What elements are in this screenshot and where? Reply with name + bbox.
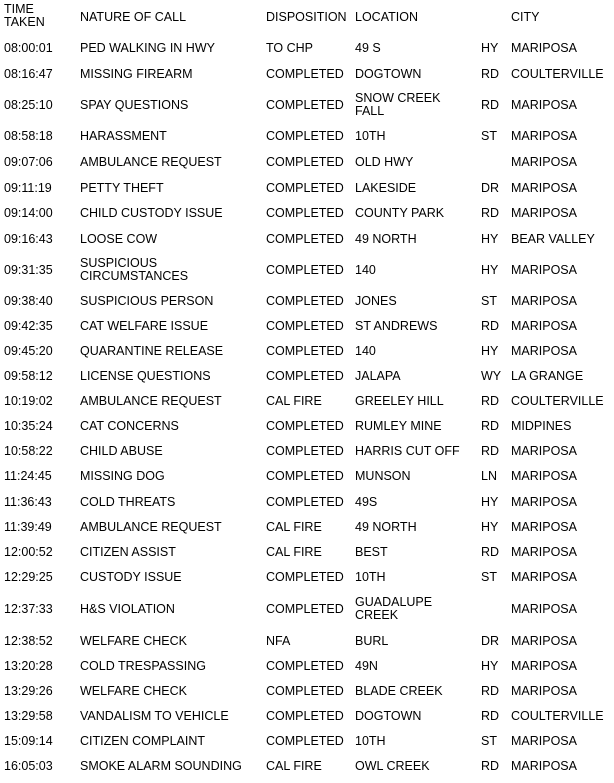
time-taken-cell: 10:58:22 bbox=[4, 443, 53, 458]
nature-of-call-cell-line: PED WALKING IN HWY bbox=[80, 40, 215, 55]
location-cell bbox=[355, 207, 475, 220]
time-taken-cell: 13:20:28 bbox=[4, 658, 53, 673]
disposition-cell: COMPLETED bbox=[266, 231, 344, 246]
time-taken-cell: 12:38:52 bbox=[4, 633, 53, 648]
location-cell-line: 140 bbox=[355, 262, 376, 277]
nature-of-call-cell-line: SPAY QUESTIONS bbox=[80, 97, 189, 112]
location-cell bbox=[355, 710, 475, 723]
nature-of-call-cell bbox=[80, 395, 262, 408]
street-suffix-cell: ST bbox=[481, 733, 497, 748]
city-cell: MARIPOSA bbox=[511, 205, 577, 220]
location-cell-line: HARRIS CUT OFF bbox=[355, 443, 460, 458]
street-suffix-cell: RD bbox=[481, 393, 500, 408]
nature-of-call-cell-line: SUSPICIOUS PERSON bbox=[80, 293, 214, 308]
location-cell-line: 10TH bbox=[355, 733, 386, 748]
location-cell-line: GREELEY HILL bbox=[355, 393, 444, 408]
city-cell: BEAR VALLEY bbox=[511, 231, 595, 246]
city-cell: MARIPOSA bbox=[511, 683, 577, 698]
disposition-cell: CAL FIRE bbox=[266, 758, 322, 773]
time-taken-cell: 12:00:52 bbox=[4, 544, 53, 559]
street-suffix-cell: HY bbox=[481, 494, 499, 509]
nature-of-call-cell-line: QUARANTINE RELEASE bbox=[80, 343, 224, 358]
time-taken-cell: 09:38:40 bbox=[4, 293, 53, 308]
location-cell-line: CREEK bbox=[355, 608, 399, 622]
location-cell-line: BEST bbox=[355, 544, 388, 559]
location-cell bbox=[355, 320, 475, 333]
location-cell bbox=[355, 68, 475, 81]
location-cell bbox=[355, 635, 475, 648]
nature-of-call-cell bbox=[80, 760, 262, 773]
nature-of-call-cell-line: LOOSE COW bbox=[80, 231, 158, 246]
nature-of-call-cell bbox=[80, 735, 262, 748]
disposition-cell: COMPLETED bbox=[266, 683, 344, 698]
nature-of-call-cell bbox=[80, 521, 262, 534]
city-cell: MARIPOSA bbox=[511, 658, 577, 673]
city-cell: MARIPOSA bbox=[511, 569, 577, 584]
street-suffix-cell: LN bbox=[481, 468, 497, 483]
time-taken-cell: 08:16:47 bbox=[4, 66, 53, 81]
location-cell-line: RUMLEY MINE bbox=[355, 418, 442, 433]
nature-of-call-cell bbox=[80, 42, 262, 55]
street-suffix-cell: ST bbox=[481, 569, 497, 584]
disposition-cell: COMPLETED bbox=[266, 343, 344, 358]
time-taken-cell: 09:11:19 bbox=[4, 180, 52, 195]
city-cell: COULTERVILLE bbox=[511, 708, 604, 723]
time-taken-cell: 11:24:45 bbox=[4, 468, 52, 483]
city-cell: MARIPOSA bbox=[511, 494, 577, 509]
street-suffix-cell: DR bbox=[481, 633, 500, 648]
nature-of-call-cell-line: CHILD CUSTODY ISSUE bbox=[80, 205, 223, 220]
street-suffix-cell: RD bbox=[481, 205, 500, 220]
disposition-cell: COMPLETED bbox=[266, 262, 344, 277]
city-cell: COULTERVILLE bbox=[511, 66, 604, 81]
nature-of-call-cell-line: CAT CONCERNS bbox=[80, 418, 179, 433]
disposition-cell: COMPLETED bbox=[266, 601, 344, 616]
nature-of-call-cell-line: MISSING DOG bbox=[80, 468, 165, 483]
time-taken-cell: 13:29:58 bbox=[4, 708, 53, 723]
street-suffix-cell: HY bbox=[481, 343, 499, 358]
city-cell: MARIPOSA bbox=[511, 293, 577, 308]
nature-of-call-cell-line: WELFARE CHECK bbox=[80, 633, 187, 648]
header-disposition: DISPOSITION bbox=[266, 10, 347, 24]
header-row bbox=[0, 3, 614, 33]
location-cell-line: LAKESIDE bbox=[355, 180, 417, 195]
street-suffix-cell: RD bbox=[481, 708, 500, 723]
location-cell bbox=[355, 233, 475, 246]
header-location: LOCATION bbox=[355, 10, 418, 24]
nature-of-call-cell-line: COLD THREATS bbox=[80, 494, 176, 509]
street-suffix-cell: HY bbox=[481, 519, 499, 534]
nature-of-call-cell-line: H&S VIOLATION bbox=[80, 601, 175, 616]
nature-of-call-cell bbox=[80, 207, 262, 220]
disposition-cell: COMPLETED bbox=[266, 733, 344, 748]
time-taken-cell: 11:39:49 bbox=[4, 519, 52, 534]
location-cell-line: GUADALUPE bbox=[355, 595, 433, 609]
nature-of-call-cell bbox=[80, 635, 262, 648]
street-suffix-cell: DR bbox=[481, 180, 500, 195]
disposition-cell: CAL FIRE bbox=[266, 393, 322, 408]
location-cell-line: 140 bbox=[355, 343, 376, 358]
time-taken-cell: 09:16:43 bbox=[4, 231, 53, 246]
disposition-cell: COMPLETED bbox=[266, 66, 344, 81]
nature-of-call-cell-line: SUSPICIOUS bbox=[80, 256, 158, 270]
street-suffix-cell: ST bbox=[481, 128, 497, 143]
nature-of-call-cell bbox=[80, 470, 262, 483]
location-cell bbox=[355, 420, 475, 433]
header-time-taken bbox=[4, 3, 74, 29]
disposition-cell: CAL FIRE bbox=[266, 519, 322, 534]
nature-of-call-cell bbox=[80, 182, 262, 195]
location-cell bbox=[355, 130, 475, 143]
nature-of-call-cell bbox=[80, 571, 262, 584]
location-cell bbox=[355, 395, 475, 408]
nature-of-call-cell-line: COLD TRESPASSING bbox=[80, 658, 206, 673]
location-cell-line: OLD HWY bbox=[355, 154, 414, 169]
location-cell-line: JALAPA bbox=[355, 368, 401, 383]
location-cell-line: ST ANDREWS bbox=[355, 318, 438, 333]
city-cell: COULTERVILLE bbox=[511, 393, 604, 408]
nature-of-call-cell-line: MISSING FIREARM bbox=[80, 66, 193, 81]
street-suffix-cell: ST bbox=[481, 293, 497, 308]
city-cell: MARIPOSA bbox=[511, 519, 577, 534]
street-suffix-cell: HY bbox=[481, 231, 499, 246]
location-cell-line: MUNSON bbox=[355, 468, 411, 483]
nature-of-call-cell-line: CUSTODY ISSUE bbox=[80, 569, 182, 584]
time-taken-cell: 13:29:26 bbox=[4, 683, 53, 698]
disposition-cell: COMPLETED bbox=[266, 318, 344, 333]
location-cell-line: COUNTY PARK bbox=[355, 205, 445, 220]
street-suffix-cell: RD bbox=[481, 66, 500, 81]
location-cell bbox=[355, 92, 475, 118]
nature-of-call-cell-line: CAT WELFARE ISSUE bbox=[80, 318, 209, 333]
location-cell bbox=[355, 760, 475, 773]
disposition-cell: COMPLETED bbox=[266, 97, 344, 112]
location-cell-line: BLADE CREEK bbox=[355, 683, 443, 698]
nature-of-call-cell bbox=[80, 257, 262, 283]
header-city: CITY bbox=[511, 10, 540, 24]
header-nature-of-call: NATURE OF CALL bbox=[80, 10, 187, 24]
location-cell bbox=[355, 445, 475, 458]
location-cell bbox=[355, 735, 475, 748]
location-cell-line: 49 NORTH bbox=[355, 231, 417, 246]
nature-of-call-cell-line: CITIZEN ASSIST bbox=[80, 544, 176, 559]
time-taken-cell: 12:37:33 bbox=[4, 601, 53, 616]
nature-of-call-cell bbox=[80, 603, 262, 616]
nature-of-call-cell bbox=[80, 345, 262, 358]
nature-of-call-cell bbox=[80, 99, 262, 112]
disposition-cell: COMPLETED bbox=[266, 418, 344, 433]
location-cell-line: DOGTOWN bbox=[355, 66, 422, 81]
time-taken-cell: 08:58:18 bbox=[4, 128, 53, 143]
nature-of-call-cell bbox=[80, 130, 262, 143]
nature-of-call-cell-line: LICENSE QUESTIONS bbox=[80, 368, 211, 383]
city-cell: MARIPOSA bbox=[511, 97, 577, 112]
time-taken-cell: 12:29:25 bbox=[4, 569, 53, 584]
nature-of-call-cell-line: HARASSMENT bbox=[80, 128, 167, 143]
disposition-cell: COMPLETED bbox=[266, 494, 344, 509]
time-taken-cell: 09:42:35 bbox=[4, 318, 53, 333]
city-cell: MARIPOSA bbox=[511, 154, 577, 169]
location-cell bbox=[355, 264, 475, 277]
time-taken-cell: 09:31:35 bbox=[4, 262, 53, 277]
time-taken-cell: 10:35:24 bbox=[4, 418, 53, 433]
nature-of-call-cell bbox=[80, 156, 262, 169]
location-cell-line: 49N bbox=[355, 658, 378, 673]
nature-of-call-cell-line: AMBULANCE REQUEST bbox=[80, 393, 222, 408]
time-taken-cell: 15:09:14 bbox=[4, 733, 53, 748]
location-cell-line: BURL bbox=[355, 633, 389, 648]
nature-of-call-cell bbox=[80, 68, 262, 81]
disposition-cell: COMPLETED bbox=[266, 293, 344, 308]
location-cell-line: 10TH bbox=[355, 569, 386, 584]
disposition-cell: TO CHP bbox=[266, 40, 313, 55]
location-cell bbox=[355, 496, 475, 509]
nature-of-call-cell-line: CITIZEN COMPLAINT bbox=[80, 733, 206, 748]
nature-of-call-cell-line: CIRCUMSTANCES bbox=[80, 269, 189, 283]
location-cell-line: DOGTOWN bbox=[355, 708, 422, 723]
nature-of-call-cell bbox=[80, 445, 262, 458]
city-cell: MARIPOSA bbox=[511, 318, 577, 333]
city-cell: MIDPINES bbox=[511, 418, 572, 433]
street-suffix-cell: HY bbox=[481, 262, 499, 277]
location-cell bbox=[355, 295, 475, 308]
city-cell: MARIPOSA bbox=[511, 633, 577, 648]
disposition-cell: CAL FIRE bbox=[266, 544, 322, 559]
time-taken-cell: 09:07:06 bbox=[4, 154, 53, 169]
time-taken-cell: 08:25:10 bbox=[4, 97, 53, 112]
location-cell-line: FALL bbox=[355, 104, 385, 118]
street-suffix-cell: HY bbox=[481, 40, 499, 55]
nature-of-call-cell bbox=[80, 320, 262, 333]
location-cell-line: 10TH bbox=[355, 128, 386, 143]
nature-of-call-cell-line: AMBULANCE REQUEST bbox=[80, 154, 222, 169]
location-cell-line: 49 NORTH bbox=[355, 519, 417, 534]
location-cell bbox=[355, 156, 475, 169]
disposition-cell: COMPLETED bbox=[266, 468, 344, 483]
time-taken-cell: 11:36:43 bbox=[4, 494, 52, 509]
disposition-cell: COMPLETED bbox=[266, 368, 344, 383]
nature-of-call-cell bbox=[80, 420, 262, 433]
disposition-cell: COMPLETED bbox=[266, 708, 344, 723]
location-cell-line: SNOW CREEK bbox=[355, 91, 441, 105]
time-taken-cell: 16:05:03 bbox=[4, 758, 53, 773]
city-cell: MARIPOSA bbox=[511, 343, 577, 358]
city-cell: MARIPOSA bbox=[511, 262, 577, 277]
city-cell: MARIPOSA bbox=[511, 758, 577, 773]
location-cell bbox=[355, 470, 475, 483]
city-cell: MARIPOSA bbox=[511, 128, 577, 143]
street-suffix-cell: HY bbox=[481, 658, 499, 673]
disposition-cell: COMPLETED bbox=[266, 205, 344, 220]
location-cell bbox=[355, 660, 475, 673]
location-cell-line: 49S bbox=[355, 494, 378, 509]
nature-of-call-cell-line: AMBULANCE REQUEST bbox=[80, 519, 222, 534]
nature-of-call-cell bbox=[80, 710, 262, 723]
location-cell-line: OWL CREEK bbox=[355, 758, 430, 773]
disposition-cell: COMPLETED bbox=[266, 180, 344, 195]
header-time-line1: TIME bbox=[4, 2, 34, 16]
street-suffix-cell: RD bbox=[481, 418, 500, 433]
nature-of-call-cell bbox=[80, 295, 262, 308]
location-cell bbox=[355, 685, 475, 698]
location-cell bbox=[355, 546, 475, 559]
nature-of-call-cell bbox=[80, 233, 262, 246]
city-cell: MARIPOSA bbox=[511, 468, 577, 483]
time-taken-cell: 09:14:00 bbox=[4, 205, 53, 220]
location-cell bbox=[355, 42, 475, 55]
nature-of-call-cell bbox=[80, 370, 262, 383]
city-cell: MARIPOSA bbox=[511, 601, 577, 616]
street-suffix-cell: RD bbox=[481, 683, 500, 698]
street-suffix-cell: WY bbox=[481, 368, 502, 383]
nature-of-call-cell-line: CHILD ABUSE bbox=[80, 443, 163, 458]
city-cell: LA GRANGE bbox=[511, 368, 584, 383]
street-suffix-cell: RD bbox=[481, 443, 500, 458]
street-suffix-cell: RD bbox=[481, 318, 500, 333]
nature-of-call-cell-line: PETTY THEFT bbox=[80, 180, 164, 195]
nature-of-call-cell bbox=[80, 546, 262, 559]
city-cell: MARIPOSA bbox=[511, 544, 577, 559]
time-taken-cell: 10:19:02 bbox=[4, 393, 53, 408]
nature-of-call-cell-line: VANDALISM TO VEHICLE bbox=[80, 708, 229, 723]
nature-of-call-cell bbox=[80, 660, 262, 673]
disposition-cell: COMPLETED bbox=[266, 443, 344, 458]
header-time-line2: TAKEN bbox=[4, 15, 45, 29]
location-cell bbox=[355, 182, 475, 195]
disposition-cell: COMPLETED bbox=[266, 154, 344, 169]
city-cell: MARIPOSA bbox=[511, 443, 577, 458]
nature-of-call-cell bbox=[80, 685, 262, 698]
location-cell bbox=[355, 596, 475, 622]
time-taken-cell: 09:45:20 bbox=[4, 343, 53, 358]
street-suffix-cell: RD bbox=[481, 758, 500, 773]
city-cell: MARIPOSA bbox=[511, 733, 577, 748]
time-taken-cell: 08:00:01 bbox=[4, 40, 53, 55]
location-cell-line: 49 S bbox=[355, 40, 381, 55]
city-cell: MARIPOSA bbox=[511, 180, 577, 195]
time-taken-cell: 09:58:12 bbox=[4, 368, 53, 383]
location-cell bbox=[355, 370, 475, 383]
location-cell bbox=[355, 345, 475, 358]
disposition-cell: NFA bbox=[266, 633, 291, 648]
nature-of-call-cell-line: SMOKE ALARM SOUNDING bbox=[80, 758, 242, 773]
city-cell: MARIPOSA bbox=[511, 40, 577, 55]
street-suffix-cell: RD bbox=[481, 97, 500, 112]
location-cell-line: JONES bbox=[355, 293, 397, 308]
disposition-cell: COMPLETED bbox=[266, 658, 344, 673]
street-suffix-cell: RD bbox=[481, 544, 500, 559]
nature-of-call-cell bbox=[80, 496, 262, 509]
disposition-cell: COMPLETED bbox=[266, 128, 344, 143]
location-cell bbox=[355, 521, 475, 534]
disposition-cell: COMPLETED bbox=[266, 569, 344, 584]
location-cell bbox=[355, 571, 475, 584]
nature-of-call-cell-line: WELFARE CHECK bbox=[80, 683, 187, 698]
